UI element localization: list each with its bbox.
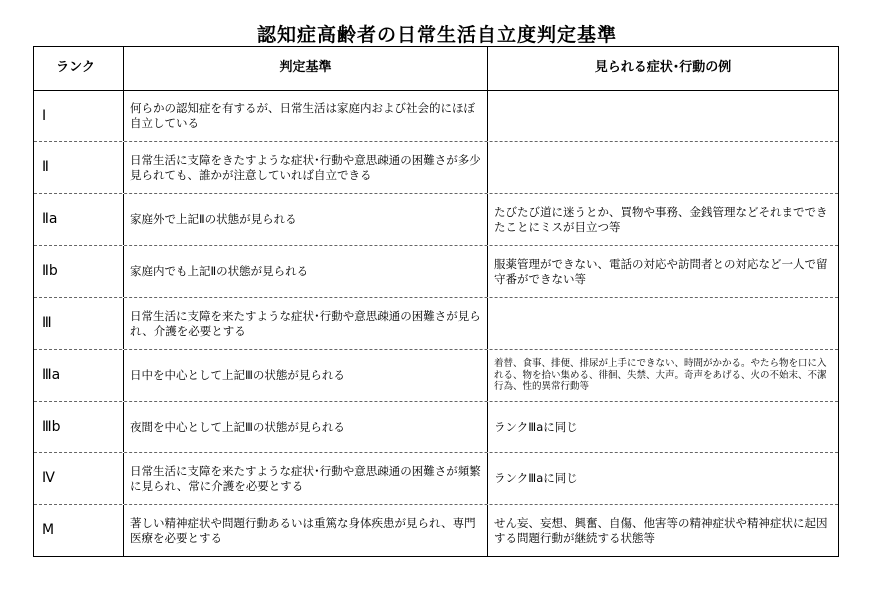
table-row [34, 193, 838, 245]
criteria-table [33, 46, 839, 557]
criteria-cell: 日中を中心として上記Ⅲの状態が見られる [124, 350, 488, 401]
symptom-cell: 着替、食事、排便、排尿が上手にできない、時間がかかる。やたら物を口に入れる、物を拾い集める、徘徊、失禁、大声。奇声をあげる、火の不始末、不潔行為、性的異常行動等 [494, 357, 827, 393]
table-row [34, 141, 838, 193]
rank-cell: Ⅰ [34, 91, 124, 141]
header-criteria: 判定基準 [124, 47, 488, 90]
rank-cell: Ⅱb [34, 246, 124, 297]
criteria-cell: 日常生活に支障を来たすような症状･行動や意思疎通の困難さが見られ、介護を必要とする [124, 298, 488, 349]
header-rank: ランク [34, 47, 124, 90]
criteria-cell: 家庭内でも上記Ⅱの状態が見られる [124, 246, 488, 297]
criteria-cell: 日常生活に支障を来たすような症状･行動や意思疎通の困難さが頻繁に見られ、常に介護を必要とする [124, 453, 488, 504]
rank-cell: Ⅱa [34, 194, 124, 245]
symptom-cell: たびたび道に迷うとか、買物や事務、金銭管理などそれまでできたことにミスが目立つ等 [494, 204, 828, 234]
symptom-cell: ランクⅢaに同じ [494, 419, 578, 434]
table-row [34, 401, 838, 452]
header-symptoms: 見られる症状･行動の例 [594, 60, 732, 76]
criteria-cell: 家庭外で上記Ⅱの状態が見られる [124, 194, 488, 245]
rank-cell: M [34, 505, 124, 556]
table-header-row [34, 47, 838, 90]
symptom-cell: ランクⅢaに同じ [494, 471, 578, 486]
page-title: 認知症高齢者の日常生活自立度判定基準 [256, 24, 617, 46]
symptom-cell [488, 298, 838, 349]
rank-cell: Ⅲa [34, 350, 124, 401]
table-row [34, 245, 838, 297]
table-row [34, 349, 838, 401]
criteria-cell: 著しい精神症状や問題行動あるいは重篤な身体疾患が見られ、専門医療を必要とする [124, 505, 488, 556]
table-row [34, 504, 838, 556]
table-row [34, 90, 838, 141]
rank-cell: Ⅲ [34, 298, 124, 349]
symptom-cell: せん妄、妄想、興奮、自傷、他害等の精神症状や精神症状に起因する問題行動が継続する状態等 [494, 515, 828, 545]
criteria-cell: 夜間を中心として上記Ⅲの状態が見られる [124, 402, 488, 452]
rank-cell: Ⅲb [34, 402, 124, 452]
table-row [34, 297, 838, 349]
symptom-cell: 服薬管理ができない、電話の対応や訪問者との対応など一人で留守番ができない等 [494, 256, 828, 286]
criteria-cell: 何らかの認知症を有するが、日常生活は家庭内および社会的にほぼ自立している [124, 91, 488, 141]
table-row [34, 452, 838, 504]
symptom-cell [488, 91, 838, 141]
rank-cell: Ⅳ [34, 453, 124, 504]
criteria-cell: 日常生活に支障をきたすような症状･行動や意思疎通の困難さが多少見られても、誰かが注意していれば自立できる [124, 142, 488, 193]
symptom-cell [488, 142, 838, 193]
rank-cell: Ⅱ [34, 142, 124, 193]
